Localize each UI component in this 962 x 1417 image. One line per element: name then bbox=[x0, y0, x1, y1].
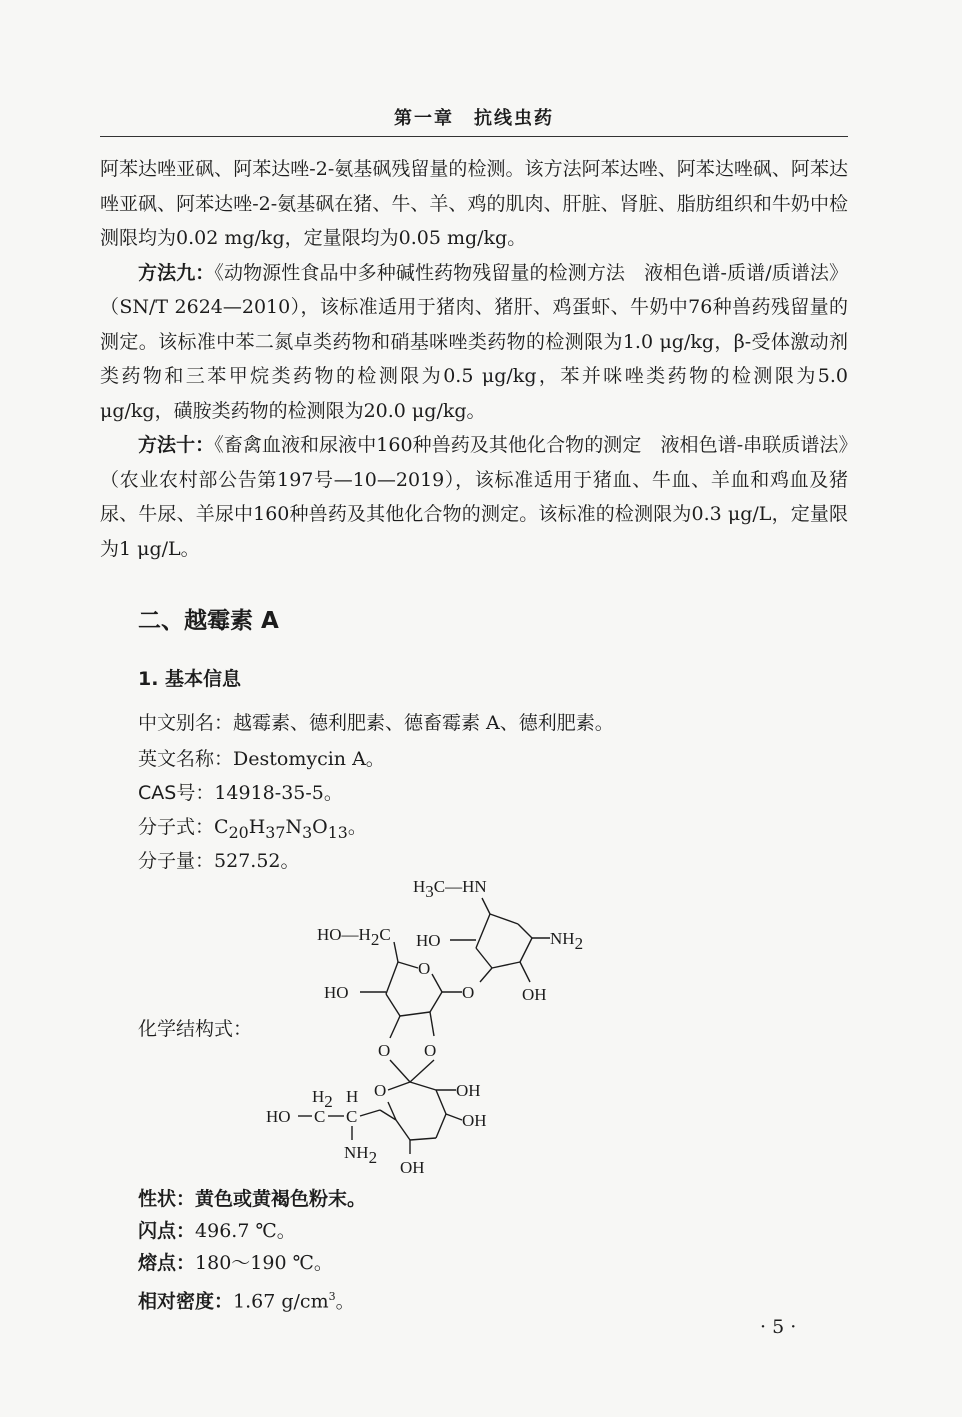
bond bbox=[390, 1016, 400, 1038]
density-line bbox=[138, 1282, 355, 1316]
c1-label: C bbox=[314, 1107, 326, 1126]
body-text bbox=[100, 152, 848, 566]
bond bbox=[410, 1060, 434, 1082]
formula-c-count: 20 bbox=[228, 822, 249, 842]
method-10-lead: 方法十： bbox=[138, 434, 215, 456]
flash-point-label: 闪点： bbox=[138, 1220, 196, 1242]
english-name-label: 英文名称： bbox=[138, 748, 234, 770]
appearance-label: 性状： bbox=[138, 1188, 196, 1210]
bond bbox=[388, 1082, 410, 1090]
flash-point-line bbox=[138, 1216, 296, 1246]
h-label: H bbox=[346, 1087, 359, 1106]
oh4-label: OH bbox=[400, 1158, 425, 1177]
bond bbox=[436, 1114, 446, 1138]
oh2-label: OH bbox=[456, 1081, 481, 1100]
oh1-label: OH bbox=[522, 985, 547, 1004]
method-9-body: 《动物源性食品中多种碱性药物残留量的检测方法 液相色谱-质谱/质谱法》（SN/T 2624—2010），该标准适用于猪肉、猪肝、鸡蛋虾、牛奶中76种兽药残留量的测定。该标准中苯二氮卓类药物和硝基咪唑类药物的检测限为1.0 μg/kg，β-受体激动剂类药物和三苯甲烷类药物的检测限为0.5 μg/kg，苯并咪唑类药物的检测限为5.0 μg/kg，磺胺类药物的检测限为20.0 μg/kg。 bbox=[100, 261, 848, 422]
ring-o-label: O bbox=[418, 959, 431, 978]
chemical-structure-diagram bbox=[250, 870, 584, 1180]
section-title: 二、越霉素 A bbox=[138, 608, 279, 634]
density-exponent: 3 bbox=[328, 1290, 336, 1303]
formula-c: C bbox=[214, 816, 229, 838]
formula-n-count: 3 bbox=[302, 822, 313, 842]
formula-end: 。 bbox=[347, 816, 367, 838]
oh3-label: OH bbox=[462, 1111, 487, 1130]
alias-value: 越霉素、德利肥素、德畜霉素 A、德利肥素。 bbox=[233, 712, 614, 734]
cas-label: CAS号： bbox=[138, 782, 215, 804]
ho3-label: HO bbox=[266, 1107, 291, 1126]
english-name-value: Destomycin A。 bbox=[233, 748, 385, 770]
bond bbox=[396, 1120, 410, 1140]
formula-o-count: 13 bbox=[327, 822, 348, 842]
melting-point-line bbox=[138, 1248, 333, 1278]
page-number: · 5 · bbox=[760, 1316, 797, 1338]
nh2-top-label: NH2 bbox=[550, 929, 584, 953]
formula-label: 分子式： bbox=[138, 816, 215, 838]
english-name-line bbox=[138, 744, 385, 774]
alias-label: 中文别名： bbox=[138, 712, 234, 734]
density-end: 。 bbox=[335, 1290, 355, 1313]
ho2-label: HO bbox=[416, 931, 441, 950]
cas-value: 14918-35-5。 bbox=[214, 782, 343, 804]
bond bbox=[518, 924, 532, 938]
bond bbox=[482, 898, 490, 914]
dioxolane-o-right: O bbox=[424, 1041, 437, 1060]
bond bbox=[490, 914, 518, 924]
method-10-body: 《畜禽血液和尿液中160种兽药及其他化合物的测定 液相色谱-串联质谱法》（农业农村部公告第197号—10—2019），该标准适用于猪血、牛血、羊血和鸡血及猪尿、牛尿、羊尿中160种兽药及其他化合物的测定。该标准的检测限为0.3 μg/L，定量限为1 μg/L。 bbox=[100, 434, 848, 560]
paragraph-method-9 bbox=[100, 256, 848, 429]
glycosidic-o-label: O bbox=[462, 983, 475, 1002]
melting-point-value: 180～190 ℃。 bbox=[195, 1252, 333, 1274]
molecular-weight-label: 分子量： bbox=[138, 850, 215, 872]
formula-n: N bbox=[285, 816, 303, 838]
h3c-hn-label: H3C—HN bbox=[413, 877, 487, 901]
bond bbox=[400, 1012, 430, 1016]
bond bbox=[430, 1012, 434, 1036]
h2-label: H2 bbox=[312, 1087, 333, 1111]
bond bbox=[390, 1060, 410, 1082]
appearance-line bbox=[138, 1184, 366, 1214]
density-value: 1.67 g/cm bbox=[233, 1290, 329, 1313]
appearance-value: 黄色或黄褐色粉末。 bbox=[195, 1188, 367, 1210]
bond bbox=[476, 948, 492, 968]
density-label: 相对密度： bbox=[138, 1290, 234, 1313]
running-header bbox=[100, 100, 848, 137]
subsection-title: 1. 基本信息 bbox=[138, 668, 242, 690]
bond bbox=[436, 1090, 446, 1114]
dioxolane-o-left: O bbox=[378, 1041, 391, 1060]
ho-ch2-label: HO—H2C bbox=[317, 925, 391, 949]
bond bbox=[360, 1110, 380, 1116]
ho1-label: HO bbox=[324, 983, 349, 1002]
formula-line bbox=[138, 812, 367, 848]
melting-point-label: 熔点： bbox=[138, 1252, 196, 1274]
bond bbox=[386, 994, 400, 1016]
bond bbox=[446, 1114, 462, 1120]
bond bbox=[410, 1138, 436, 1140]
formula-o: O bbox=[312, 816, 328, 838]
flash-point-value: 496.7 ℃。 bbox=[195, 1220, 296, 1242]
method-9-lead: 方法九： bbox=[138, 261, 215, 284]
bond bbox=[476, 914, 490, 948]
structure-label: 化学结构式： bbox=[138, 1018, 253, 1040]
bond bbox=[520, 938, 532, 962]
bond bbox=[386, 962, 398, 994]
formula-h-count: 37 bbox=[265, 822, 286, 842]
bond bbox=[430, 992, 442, 1012]
paragraph-method-10 bbox=[100, 428, 848, 566]
bond bbox=[394, 942, 398, 962]
alias-line bbox=[138, 708, 614, 738]
bond bbox=[492, 962, 520, 968]
ring-o-bottom: O bbox=[374, 1081, 387, 1100]
chapter-title: 第一章 抗线虫药 bbox=[394, 108, 554, 129]
bond bbox=[410, 1082, 436, 1090]
nh2-bottom-label: NH2 bbox=[344, 1143, 378, 1167]
bond bbox=[398, 962, 418, 968]
bond bbox=[520, 962, 530, 982]
c2-label: C bbox=[346, 1107, 358, 1126]
bond bbox=[432, 974, 442, 992]
cas-line bbox=[138, 778, 343, 808]
paragraph-1: 阿苯达唑亚砜、阿苯达唑-2-氨基砜残留量的检测。该方法阿苯达唑、阿苯达唑砜、阿苯达唑亚砜、阿苯达唑-2-氨基砜在猪、牛、羊、鸡的肌肉、肝脏、肾脏、脂肪组织和牛奶中检测限均为0.02 mg/kg，定量限均为0.05 mg/kg。 bbox=[100, 158, 848, 249]
formula-h: H bbox=[248, 816, 266, 838]
molecular-weight-value: 527.52。 bbox=[214, 850, 300, 872]
bond bbox=[480, 968, 492, 982]
